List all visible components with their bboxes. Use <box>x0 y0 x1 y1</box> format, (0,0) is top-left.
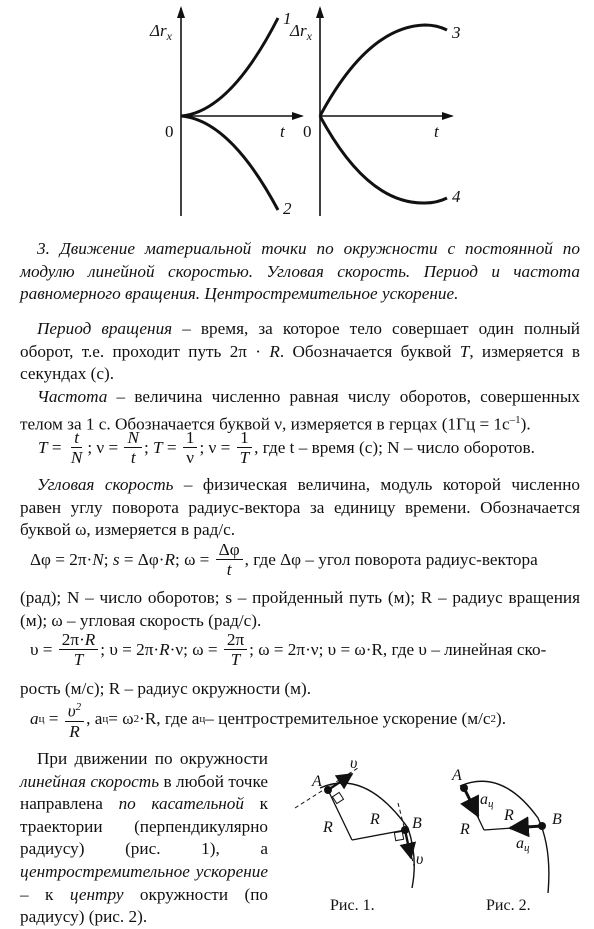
svg-text:R: R <box>370 811 380 828</box>
period-text-2: . Обозначается буквой <box>279 341 460 361</box>
circular-motion-figures <box>290 748 594 918</box>
left-ylabel: $\Delta r_x$ <box>150 21 172 43</box>
svg-text:R: R <box>460 821 470 838</box>
right-origin: 0 <box>303 122 312 141</box>
curve-3 <box>320 25 447 116</box>
formula-linear: υ = $\frac{2\pi\cdot R}{T}$ ; υ = 2π· R ·ν; ω = $\frac{2\pi}{T}$ ; ω = 2π·ν; υ = ω·R, где υ – линейная ско- <box>30 630 547 669</box>
fig1-caption: Рис. 1. <box>330 897 375 914</box>
left-origin: 0 <box>165 122 174 141</box>
frequency-exp: –1 <box>509 413 521 426</box>
left-x-arrow <box>292 112 304 120</box>
period-term: Период вращения <box>37 319 173 338</box>
label-4: 4 <box>452 187 461 206</box>
frequency-close: ). <box>520 414 531 434</box>
frequency-term: Частота <box>37 387 108 406</box>
svg-text:R: R <box>323 819 333 836</box>
angular-text: – физическая величина, модуль которой численно равен углу поворота радиус-вектора за единицу времени. Обозначается буквой ω, измеряется в рад/с. <box>20 475 581 540</box>
right-x-arrow <box>442 112 454 120</box>
formula-centripetal: a ц = $\frac{\upsilon^2}{R}$ , a ц = ω 2 ·R, где a ц – центростремительное ускорение (м/с 2 ). <box>30 698 506 741</box>
angular-paragraph <box>20 474 580 542</box>
figure-1 <box>295 755 423 914</box>
period-var-t: T <box>459 341 470 361</box>
formula3-continuation: рость (м/с); R – радиус окружности (м). <box>20 679 312 698</box>
motion-graphs <box>0 0 594 225</box>
fig2-caption: Рис. 2. <box>486 897 531 914</box>
frequency-text: – величина численно равная числу оборотов, совершенных телом за 1 с. Обозначается буквой ν, измеряется в герцах (1Гц = 1с <box>20 387 580 434</box>
section-title: 3. Движение материальной точки по окружности с постоянной по модулю линейной скоростью. Угловая скорость. Период и частота равномерного вращения. Центростремительное ускорение. <box>20 239 580 304</box>
formula-period-frequency: T = $\frac{t}{N}$ ; ν = $\frac{N}{t}$ ; T = $\frac{1}{\nu}$ ; ν = $\frac{1}{T}$ , где t – время (с); N – число оборотов. <box>38 428 535 467</box>
angular-term: Угловая скорость <box>37 475 174 494</box>
period-text: – время, за которое тело совершает один полный оборот, т.е. проходит путь 2π · <box>20 319 580 361</box>
label-3: 3 <box>452 23 461 42</box>
formula3-tail: ; ω = 2π·ν; υ = ω·R, где υ – линейная ско- <box>249 639 547 659</box>
left-y-arrow <box>177 6 185 18</box>
curve-1 <box>181 18 278 116</box>
formula1-tail: , где t – время (с); N – число оборотов. <box>254 437 535 457</box>
svg-text:R: R <box>504 807 514 824</box>
left-xlabel: t <box>280 122 285 141</box>
figure-2 <box>451 767 562 914</box>
curve-2 <box>181 116 278 210</box>
formula2-tail: , где Δφ – угол поворота радиус-вектора <box>244 549 538 569</box>
svg-text:A: A <box>312 773 322 790</box>
period-paragraph <box>20 318 580 386</box>
svg-text:aц: aц <box>480 791 494 810</box>
svg-text:A: A <box>452 767 462 784</box>
curve-4 <box>320 116 447 203</box>
label-2: 2 <box>283 199 292 218</box>
right-y-arrow <box>316 6 324 18</box>
svg-text:B: B <box>412 815 422 832</box>
right-xlabel: t <box>434 122 439 141</box>
motion-paragraph: При движении по окружности линейная скорость в любой точке направлена по касательной к траектории (перпендикулярно радиусу) (рис. 1), а центростремительное ускорение – к центру окружности (по радиусу) (рис. 2). <box>20 749 268 927</box>
svg-text:υ: υ <box>350 755 358 772</box>
formula-angular: Δφ = 2π· N ; s = Δφ· R ; ω = $\frac{\Delta\varphi}{t}$ , где Δφ – угол поворота радиус-вектора <box>30 540 538 579</box>
right-ylabel: $\Delta r_x$ <box>290 21 312 43</box>
period-text-3: , измеряется в секундах (с). <box>20 341 580 384</box>
svg-text:υ: υ <box>416 851 424 868</box>
period-var-r: R <box>269 341 280 361</box>
svg-text:B: B <box>552 811 562 828</box>
svg-text:aц: aц <box>516 835 530 854</box>
formula2-continuation: (рад); N – число оборотов; s – пройденный путь (м); R – радиус вращения (м); ω – угловая скорость (рад/с). <box>20 588 580 630</box>
label-1: 1 <box>283 9 292 28</box>
